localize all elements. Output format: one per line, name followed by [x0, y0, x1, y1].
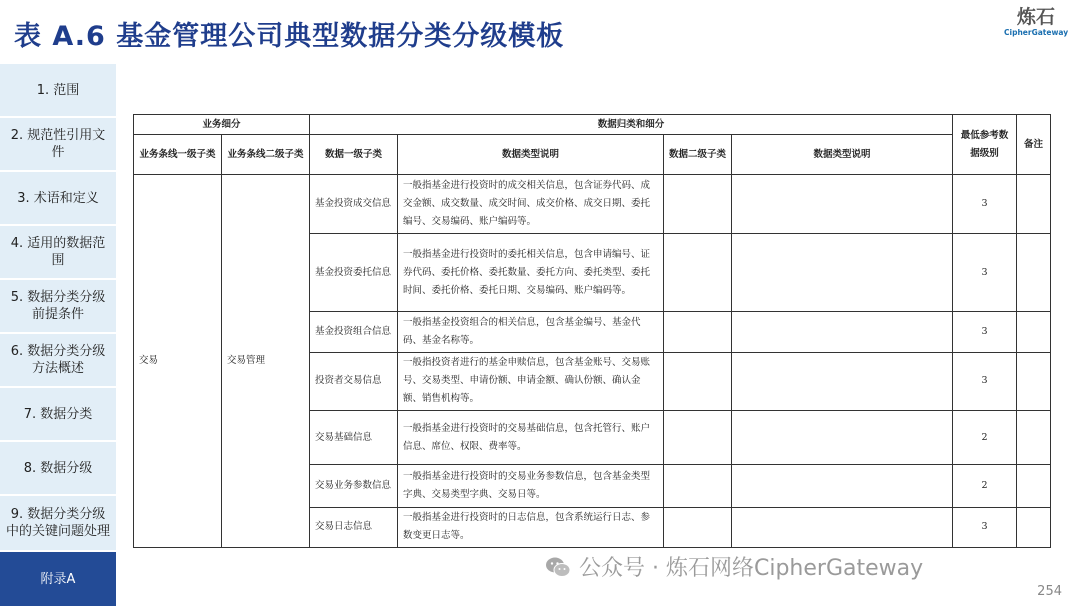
header-remarks: 备注 — [1017, 115, 1051, 175]
classification-table — [133, 114, 1051, 548]
cell-description: 一般指基金进行投资时的日志信息，包含系统运行日志、参数变更日志等。 — [398, 507, 664, 547]
cell-remarks — [1017, 465, 1051, 507]
cell-remarks — [1017, 175, 1051, 233]
header-biz-line-1: 业务条线一级子类 — [134, 135, 222, 175]
cell-category: 交易业务参数信息 — [310, 465, 398, 507]
cell-data-type-desc-2 — [732, 410, 953, 464]
header-data-1: 数据一级子类 — [310, 135, 398, 175]
watermark-text: 公众号 · 炼石网络CipherGateway — [579, 556, 924, 581]
cell-category: 基金投资成交信息 — [310, 175, 398, 233]
cell-description: 一般指基金进行投资时的交易业务参数信息，包含基金类型字典、交易类型字典、交易日等。 — [398, 465, 664, 507]
header-data-2: 数据二级子类 — [664, 135, 732, 175]
cell-level: 3 — [953, 175, 1017, 233]
cell-level: 3 — [953, 352, 1017, 410]
sidebar-nav — [0, 64, 116, 608]
header-biz-line-2: 业务条线二级子类 — [222, 135, 310, 175]
cell-description: 一般指基金进行投资时的成交相关信息，包含证券代码、成交金额、成交数量、成交时间、成交价格、成交日期、委托编号、交易编码、账户编码等。 — [398, 175, 664, 233]
header-data-categorization: 数据归类和细分 — [310, 115, 953, 135]
cell-biz-line-2: 交易管理 — [222, 175, 310, 548]
cell-data-type-desc-2 — [732, 312, 953, 352]
cell-data-2 — [664, 175, 732, 233]
sidebar-item-method-overview[interactable]: 6. 数据分类分级方法概述 — [0, 334, 116, 388]
cell-data-2 — [664, 410, 732, 464]
cell-data-2 — [664, 352, 732, 410]
cell-remarks — [1017, 410, 1051, 464]
cell-level: 2 — [953, 410, 1017, 464]
logo-text-en: CipherGateway — [1004, 28, 1069, 37]
cell-category: 基金投资委托信息 — [310, 233, 398, 312]
cell-data-2 — [664, 465, 732, 507]
sidebar-item-data-grading[interactable]: 8. 数据分级 — [0, 442, 116, 496]
sidebar-item-scope[interactable]: 1. 范围 — [0, 64, 116, 118]
cell-remarks — [1017, 312, 1051, 352]
header-data-type-desc-1: 数据类型说明 — [398, 135, 664, 175]
cell-biz-line-1: 交易 — [134, 175, 222, 548]
cell-remarks — [1017, 233, 1051, 312]
header-business-subdivision: 业务细分 — [134, 115, 310, 135]
sidebar-item-normative-references[interactable]: 2. 规范性引用文件 — [0, 118, 116, 172]
cell-data-type-desc-2 — [732, 175, 953, 233]
cell-description: 一般指基金进行投资时的交易基础信息，包含托管行、账户信息、席位、权限、费率等。 — [398, 410, 664, 464]
table-row — [134, 175, 1051, 233]
sidebar-item-data-scope[interactable]: 4. 适用的数据范围 — [0, 226, 116, 280]
cell-description: 一般指投资者进行的基金申赎信息，包含基金账号、交易账号、交易类型、申请份额、申请金额、确认份额、确认金额、销售机构等。 — [398, 352, 664, 410]
cell-data-type-desc-2 — [732, 507, 953, 547]
header-min-level: 最低参考数据级别 — [953, 115, 1017, 175]
watermark — [545, 551, 923, 582]
page-title: 表 A.6 基金管理公司典型数据分类分级模板 — [14, 21, 565, 52]
cell-category: 交易基础信息 — [310, 410, 398, 464]
cell-data-2 — [664, 312, 732, 352]
cell-level: 3 — [953, 312, 1017, 352]
cell-level: 3 — [953, 507, 1017, 547]
page-number: 254 — [1037, 584, 1062, 599]
classification-table-container — [133, 114, 1050, 548]
cell-remarks — [1017, 352, 1051, 410]
cell-data-2 — [664, 233, 732, 312]
header-data-type-desc-2: 数据类型说明 — [732, 135, 953, 175]
cell-data-type-desc-2 — [732, 233, 953, 312]
cell-level: 3 — [953, 233, 1017, 312]
sidebar-item-data-classification[interactable]: 7. 数据分类 — [0, 388, 116, 442]
cell-category: 基金投资组合信息 — [310, 312, 398, 352]
cell-description: 一般指基金投资组合的相关信息，包含基金编号、基金代码、基金名称等。 — [398, 312, 664, 352]
wechat-icon — [545, 556, 571, 578]
cell-description: 一般指基金进行投资时的委托相关信息，包含申请编号、证券代码、委托价格、委托数量、委托方向、委托类型、委托时间、委托价格、委托日期、交易编码、账户编码等。 — [398, 233, 664, 312]
cell-category: 投资者交易信息 — [310, 352, 398, 410]
cell-data-type-desc-2 — [732, 465, 953, 507]
cell-remarks — [1017, 507, 1051, 547]
cell-level: 2 — [953, 465, 1017, 507]
sidebar-item-appendix-a[interactable]: 附录A — [0, 552, 116, 608]
company-logo — [1004, 6, 1068, 38]
sidebar-item-prerequisites[interactable]: 5. 数据分类分级前提条件 — [0, 280, 116, 334]
cell-data-2 — [664, 507, 732, 547]
sidebar-item-terms[interactable]: 3. 术语和定义 — [0, 172, 116, 226]
logo-text-cn: 炼石 — [1016, 6, 1055, 28]
cell-data-type-desc-2 — [732, 352, 953, 410]
sidebar-item-key-issues[interactable]: 9. 数据分类分级中的关键问题处理 — [0, 496, 116, 552]
cell-category: 交易日志信息 — [310, 507, 398, 547]
